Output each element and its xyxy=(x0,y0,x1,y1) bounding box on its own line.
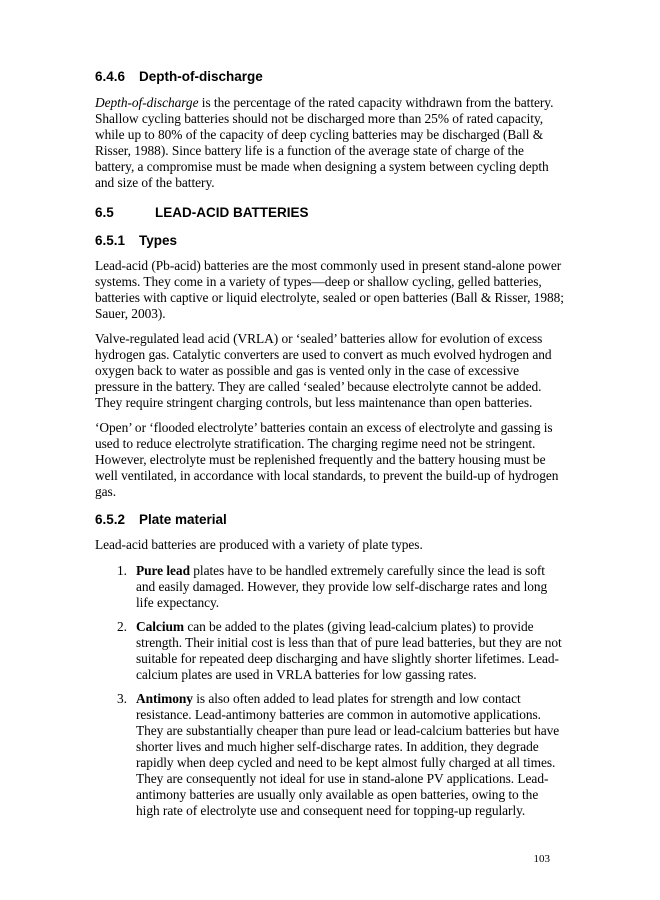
section-number: 6.5 xyxy=(95,205,114,220)
list-marker: 1. xyxy=(117,563,127,578)
page-number: 103 xyxy=(533,853,550,865)
section-heading-6-4-6 xyxy=(95,68,565,86)
section-number: 6.5.2 xyxy=(95,512,126,527)
paragraph-types-intro: Lead-acid (Pb-acid) batteries are the most commonly used in present stand-alone power systems. They come in a variety of types—deep or shallow cycling, gelled batteries, batteries with captive or liquid electrolyte, sealed or open batteries (Ball & Risser, 1988; Sauer, 2003). xyxy=(95,258,564,321)
paragraph-depth-of-discharge xyxy=(95,95,565,191)
list-marker: 3. xyxy=(117,691,127,706)
document-page xyxy=(95,68,565,827)
list-term: Pure lead xyxy=(136,563,190,578)
paragraph-text: is the percentage of the rated capacity withdrawn from the battery. Shallow cycling batteries should not be discharged more than 25% of rated capacity, while up to 80% of the capacity of deep cycling batteries may be discharged (Ball & Risser, 1988). Since battery life is a function of the average state of charge of the battery, a compromise must be made when designing a system between cycling depth and size of the battery. xyxy=(95,95,554,190)
list-item-pure-lead xyxy=(95,563,565,611)
plate-types-list xyxy=(95,563,565,819)
list-text: can be added to the plates (giving lead-calcium plates) to provide strength. Their initial cost is less than that of pure lead batteries, but they are not suitable for repeated deep discharging and have slightly shorter lifetimes. Lead-calcium plates are used in VRLA batteries for low gassing rates. xyxy=(136,619,562,682)
defined-term: Depth-of-discharge xyxy=(95,95,199,110)
paragraph-vrla: Valve-regulated lead acid (VRLA) or ‘sealed’ batteries allow for evolution of excess hydrogen gas. Catalytic converters are used to convert as much evolved hydrogen and oxygen back to water as possible and gas is vented only in the case of excessive pressure in the battery. They are called ‘sealed’ because electrolyte cannot be added. They require stringent charging controls, but less maintenance than open batteries. xyxy=(95,331,552,410)
section-title: Depth-of-discharge xyxy=(139,69,263,84)
paragraph-plate-intro: Lead-acid batteries are produced with a variety of plate types. xyxy=(95,537,423,552)
section-number: 6.5.1 xyxy=(95,233,126,248)
list-marker: 2. xyxy=(117,619,127,634)
section-title: Types xyxy=(139,233,178,248)
list-text: plates have to be handled extremely carefully since the lead is soft and easily damaged. However, they provide low self-discharge rates and long life expectancy. xyxy=(136,563,548,610)
section-number: 6.4.6 xyxy=(95,69,126,84)
list-term: Antimony xyxy=(136,691,193,706)
section-title: LEAD-ACID BATTERIES xyxy=(155,205,309,220)
section-title: Plate material xyxy=(139,512,227,527)
list-text: is also often added to lead plates for strength and low contact resistance. Lead-antimony batteries are common in automotive applications. They are substantially cheaper than pure lead or lead-calcium batteries but have shorter lives and much higher self-discharge rates. In addition, they degrade rapidly when deep cycled and need to be kept almost fully charged at all times. They are consequently not ideal for use in stand-alone PV applications. Lead-antimony batteries are usually only available as open batteries, owing to the high rate of electrolyte use and consequent need for topping-up regularly. xyxy=(136,691,560,818)
section-heading-6-5-2 xyxy=(95,511,565,529)
list-item-calcium xyxy=(95,619,565,683)
section-heading-6-5 xyxy=(95,204,565,222)
paragraph-flooded: ‘Open’ or ‘flooded electrolyte’ batteries contain an excess of electrolyte and gassing is used to reduce electrolyte stratification. The charging regime need not be stringent. However, electrolyte must be replenished frequently and the battery housing must be well ventilated, in accordance with local standards, to prevent the build-up of hydrogen gas. xyxy=(95,420,559,499)
section-heading-6-5-1 xyxy=(95,232,565,250)
list-item-antimony xyxy=(95,691,565,819)
list-term: Calcium xyxy=(136,619,185,634)
